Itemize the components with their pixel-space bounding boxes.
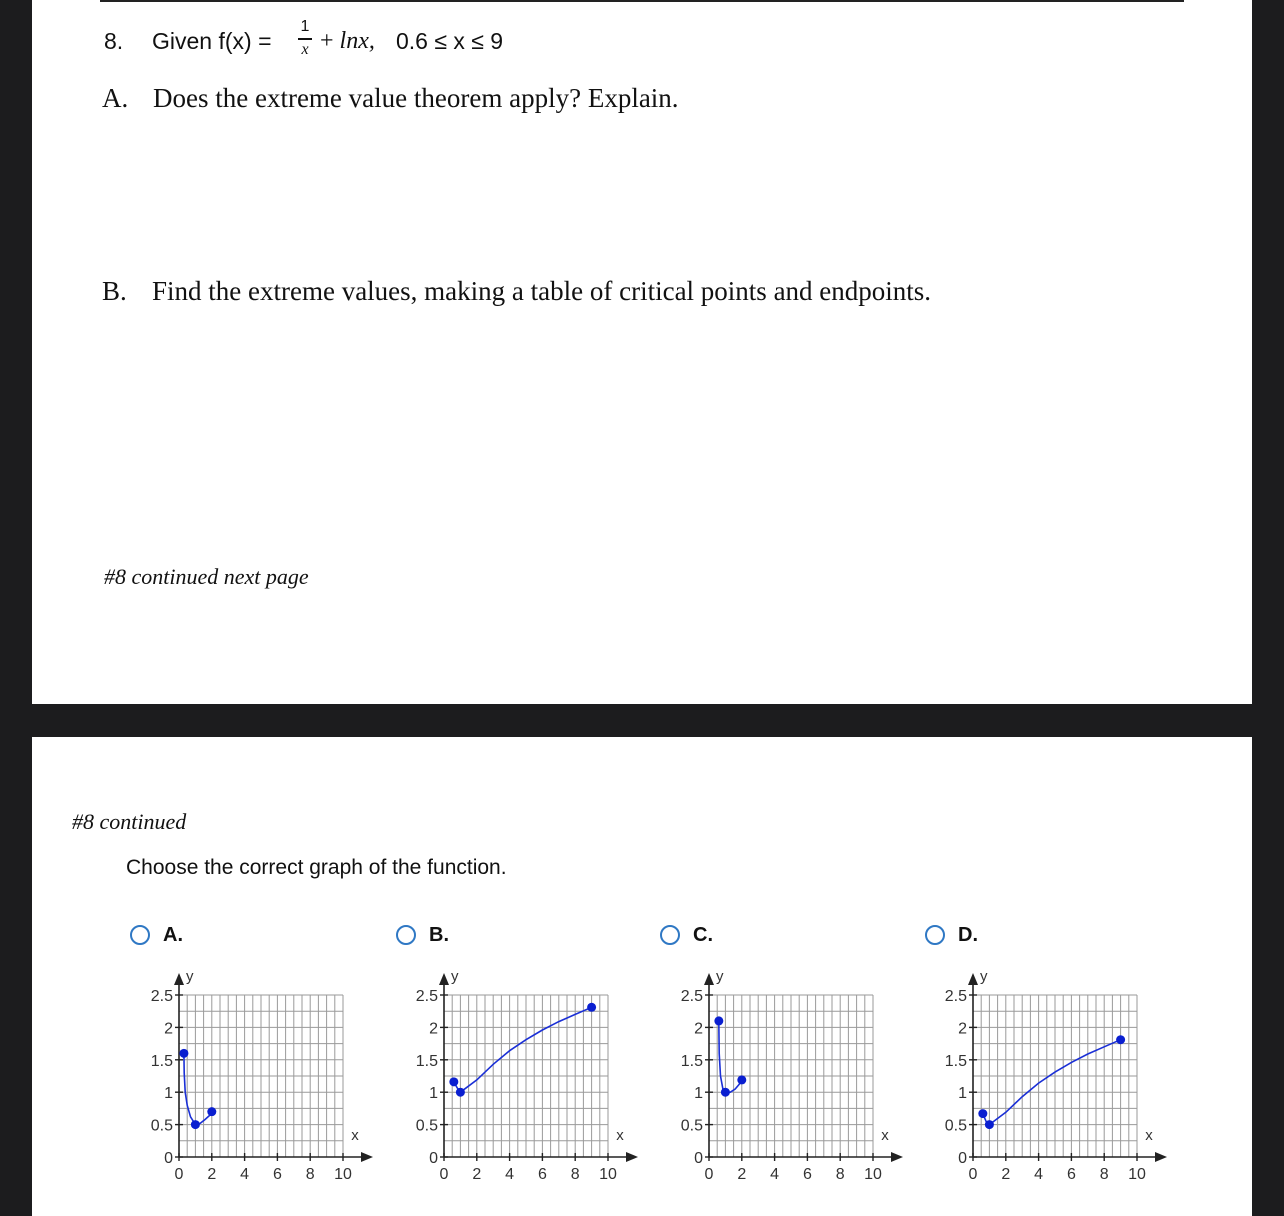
radio-b-icon[interactable] (396, 925, 416, 945)
x-axis-arrow-icon (891, 1152, 903, 1162)
curve-point (721, 1088, 730, 1097)
y-axis-arrow-icon (968, 973, 978, 985)
curve-point (449, 1077, 458, 1086)
y-axis-label: y (716, 968, 724, 985)
continued-note: #8 continued next page (104, 564, 309, 589)
x-tick-label: 4 (770, 1166, 780, 1183)
y-tick-label: 2.5 (150, 988, 173, 1005)
curve-point (978, 1109, 987, 1118)
plus-sign: + (320, 28, 334, 54)
y-axis-arrow-icon (439, 973, 449, 985)
graph-c[interactable] (668, 960, 908, 1190)
y-tick-label: 2.5 (944, 988, 967, 1005)
y-tick-label: 1 (429, 1085, 438, 1103)
fraction-bar (298, 38, 312, 40)
x-tick-label: 6 (272, 1166, 282, 1183)
given-label: Given f(x) = (152, 28, 272, 54)
y-tick-label: 0.5 (944, 1117, 967, 1135)
part-a-label: A. (102, 83, 129, 113)
curve-point (456, 1088, 465, 1097)
x-tick-label: 10 (864, 1166, 882, 1183)
x-tick-label: 6 (537, 1166, 547, 1183)
curve-point (587, 1003, 596, 1012)
x-tick-label: 8 (570, 1166, 580, 1183)
top-rule (100, 0, 1184, 2)
curve-point (179, 1049, 188, 1058)
part-a-question: Does the extreme value theorem apply? Explain. (153, 83, 679, 113)
x-tick-label: 10 (599, 1166, 617, 1183)
y-axis-label: y (451, 968, 459, 985)
x-tick-label: 4 (505, 1166, 515, 1183)
x-axis-arrow-icon (626, 1152, 638, 1162)
x-tick-label: 8 (835, 1166, 845, 1183)
fraction-numerator: 1 (300, 18, 310, 35)
y-tick-label: 2.5 (680, 988, 703, 1005)
x-tick-label: 4 (240, 1166, 250, 1183)
x-tick-label: 0 (174, 1166, 184, 1183)
function-curve (983, 1040, 1121, 1125)
y-tick-label: 2.5 (415, 988, 438, 1005)
curve-point (985, 1120, 994, 1129)
ln-term (320, 28, 375, 55)
x-tick-label: 0 (704, 1166, 714, 1183)
y-tick-label: 2 (429, 1020, 438, 1038)
fraction-denominator: x (301, 40, 309, 58)
continued-header: #8 continued (72, 809, 187, 834)
x-tick-label: 6 (1066, 1166, 1076, 1183)
x-axis-arrow-icon (361, 1152, 373, 1162)
y-tick-label: 0 (694, 1150, 703, 1167)
function-curve (454, 1007, 592, 1092)
y-tick-label: 1.5 (680, 1052, 703, 1070)
curve-point (207, 1107, 216, 1116)
y-tick-label: 1.5 (415, 1052, 438, 1070)
x-axis-label: x (1145, 1127, 1153, 1144)
y-tick-label: 0 (164, 1150, 173, 1167)
choice-b-label: B. (429, 924, 449, 946)
radio-a-icon[interactable] (130, 925, 150, 945)
y-axis-arrow-icon (704, 973, 714, 985)
y-tick-label: 0.5 (680, 1117, 703, 1135)
x-tick-label: 2 (207, 1166, 217, 1183)
part-b-question: Find the extreme values, making a table of critical points and endpoints. (152, 276, 932, 306)
x-axis-label: x (616, 1127, 624, 1144)
choose-prompt: Choose the correct graph of the function. (126, 856, 507, 879)
y-tick-label: 0 (429, 1150, 438, 1167)
y-tick-label: 1.5 (150, 1052, 173, 1070)
x-axis-label: x (351, 1127, 359, 1144)
x-tick-label: 0 (968, 1166, 978, 1183)
x-tick-label: 0 (439, 1166, 449, 1183)
graph-b[interactable] (403, 960, 643, 1190)
y-tick-label: 1 (958, 1085, 967, 1103)
choice-a-label: A. (163, 924, 183, 946)
x-tick-label: 10 (334, 1166, 352, 1183)
y-axis-label: y (980, 968, 988, 985)
y-tick-label: 1 (694, 1085, 703, 1103)
y-tick-label: 0 (958, 1150, 967, 1167)
x-tick-label: 2 (1001, 1166, 1011, 1183)
y-tick-label: 2 (958, 1020, 967, 1038)
y-axis-label: y (186, 968, 194, 985)
function-curve (184, 1053, 212, 1124)
curve-point (1116, 1035, 1125, 1044)
y-tick-label: 2 (694, 1020, 703, 1038)
curve-point (737, 1075, 746, 1084)
x-tick-label: 6 (802, 1166, 812, 1183)
y-tick-label: 0.5 (150, 1117, 173, 1135)
ln-expression: lnx, (339, 28, 375, 54)
x-tick-label: 2 (472, 1166, 482, 1183)
y-tick-label: 2 (164, 1020, 173, 1038)
choice-c-label: C. (693, 924, 713, 946)
y-tick-label: 1.5 (944, 1052, 967, 1070)
x-tick-label: 4 (1034, 1166, 1044, 1183)
fraction-one-over-x (297, 18, 313, 59)
y-axis-arrow-icon (174, 973, 184, 985)
y-tick-label: 1 (164, 1085, 173, 1103)
part-b-label: B. (102, 276, 127, 306)
question-number: 8. (104, 28, 124, 54)
x-tick-label: 8 (305, 1166, 315, 1183)
x-tick-label: 10 (1128, 1166, 1146, 1183)
worksheet-page-1 (32, 0, 1252, 704)
x-tick-label: 2 (737, 1166, 747, 1183)
curve-point (714, 1016, 723, 1025)
graph-d[interactable] (932, 960, 1172, 1190)
x-axis-label: x (881, 1127, 889, 1144)
graph-a[interactable] (138, 960, 378, 1190)
domain-range: 0.6 ≤ x ≤ 9 (396, 28, 504, 54)
y-tick-label: 0.5 (415, 1117, 438, 1135)
radio-d-icon[interactable] (925, 925, 945, 945)
choice-d-label: D. (958, 924, 978, 946)
x-tick-label: 8 (1099, 1166, 1109, 1183)
x-axis-arrow-icon (1155, 1152, 1167, 1162)
curve-point (191, 1120, 200, 1129)
radio-c-icon[interactable] (660, 925, 680, 945)
